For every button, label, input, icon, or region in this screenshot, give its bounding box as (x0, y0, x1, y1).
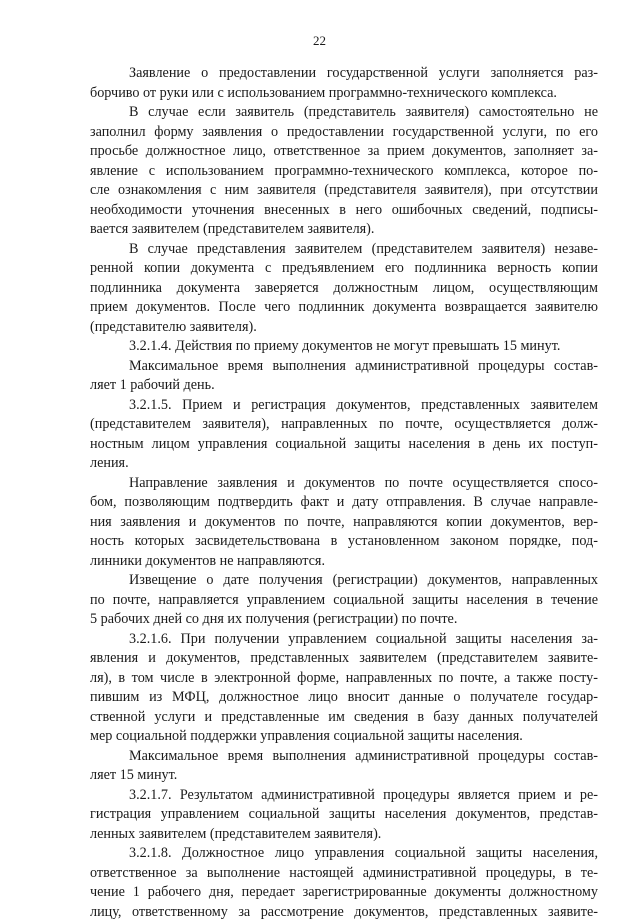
text-line: просьбе должностное лицо, ответственное за прием документов, заполняет за- (90, 142, 598, 162)
text-line: ляет 15 минут. (90, 766, 598, 786)
text-line: Максимальное время выполнения административной процедуры состав- (90, 747, 598, 767)
text-line: бом, позволяющим подтвердить факт и дату отправления. В случае направле- (90, 493, 598, 513)
text-line: В случае если заявитель (представитель заявителя) самостоятельно не (90, 103, 598, 123)
text-line: по почте, направляется управлением социальной защиты населения в течение (90, 591, 598, 611)
text-line: линники документов не направляются. (90, 552, 598, 572)
text-line: ность которых засвидетельствована в установленном законом порядке, под- (90, 532, 598, 552)
text-line: В случае представления заявителем (представителем заявителя) незаве- (90, 240, 598, 260)
text-line: (представителю заявителя). (90, 318, 598, 338)
text-line: гистрация управлением социальной защиты населения документов, представ- (90, 805, 598, 825)
text-line: Извещение о дате получения (регистрации) документов, направленных (90, 571, 598, 591)
text-line: заполнил форму заявления о предоставлении государственной услуги, по его (90, 123, 598, 143)
text-line: Направление заявления и документов по почте осуществляется спосо- (90, 474, 598, 494)
text-line: 3.2.1.8. Должностное лицо управления социальной защиты населения, (90, 844, 598, 864)
text-line: лицу, ответственному за рассмотрение документов, представленных заявите- (90, 903, 598, 922)
page-body (90, 64, 598, 922)
text-line: вается заявителем (представителем заявителя). (90, 220, 598, 240)
text-line: ляет 1 рабочий день. (90, 376, 598, 396)
text-line: ления. (90, 454, 598, 474)
text-line: ответственное за выполнение настоящей административной процедуры, в те- (90, 864, 598, 884)
text-line: ностным лицом управления социальной защиты населения в день их поступ- (90, 435, 598, 455)
text-line: явления и документов, представленных заявителем (представителем заявите- (90, 649, 598, 669)
text-line: необходимости уточнения внесенных в него ошибочных сведений, подписы- (90, 201, 598, 221)
text-line: (представителем заявителя), направленных по почте, осуществляется долж- (90, 415, 598, 435)
text-line: ренной копии документа с предъявлением его подлинника верность копии (90, 259, 598, 279)
text-line: 3.2.1.4. Действия по приему документов не могут превышать 15 минут. (90, 337, 598, 357)
text-line: Заявление о предоставлении государственной услуги заполняется раз- (90, 64, 598, 84)
text-line: прием документов. После чего подлинник документа возвращается заявителю (90, 298, 598, 318)
text-line: 5 рабочих дней со дня их получения (регистрации) по почте. (90, 610, 598, 630)
text-line: сле ознакомления с ним заявителя (представителя заявителя), при отсутствии (90, 181, 598, 201)
text-line: явление с использованием программно-технического комплекса, которое по- (90, 162, 598, 182)
text-line: 3.2.1.7. Результатом административной процедуры является прием и ре- (90, 786, 598, 806)
text-line: пившим из МФЦ, должностное лицо вносит данные о получателе государ- (90, 688, 598, 708)
text-line: 3.2.1.6. При получении управлением социальной защиты населения за- (90, 630, 598, 650)
page-number: 22 (0, 33, 639, 49)
text-line: ля), в том числе в электронной форме, направленных по почте, а также посту- (90, 669, 598, 689)
text-line: борчиво от руки или с использованием программно-технического комплекса. (90, 84, 598, 104)
text-line: подлинника документа заверяется должностным лицом, осуществляющим (90, 279, 598, 299)
text-line: Максимальное время выполнения административной процедуры состав- (90, 357, 598, 377)
text-line: чение 1 рабочего дня, передает зарегистрированные документы должностному (90, 883, 598, 903)
text-line: мер социальной поддержки управления социальной защиты населения. (90, 727, 598, 747)
text-line: 3.2.1.5. Прием и регистрация документов, представленных заявителем (90, 396, 598, 416)
text-line: ленных заявителем (представителем заявителя). (90, 825, 598, 845)
text-line: ния заявления и документов по почте, направляются копии документов, вер- (90, 513, 598, 533)
text-line: ственной услуги и представленные им сведения в базу данных получателей (90, 708, 598, 728)
